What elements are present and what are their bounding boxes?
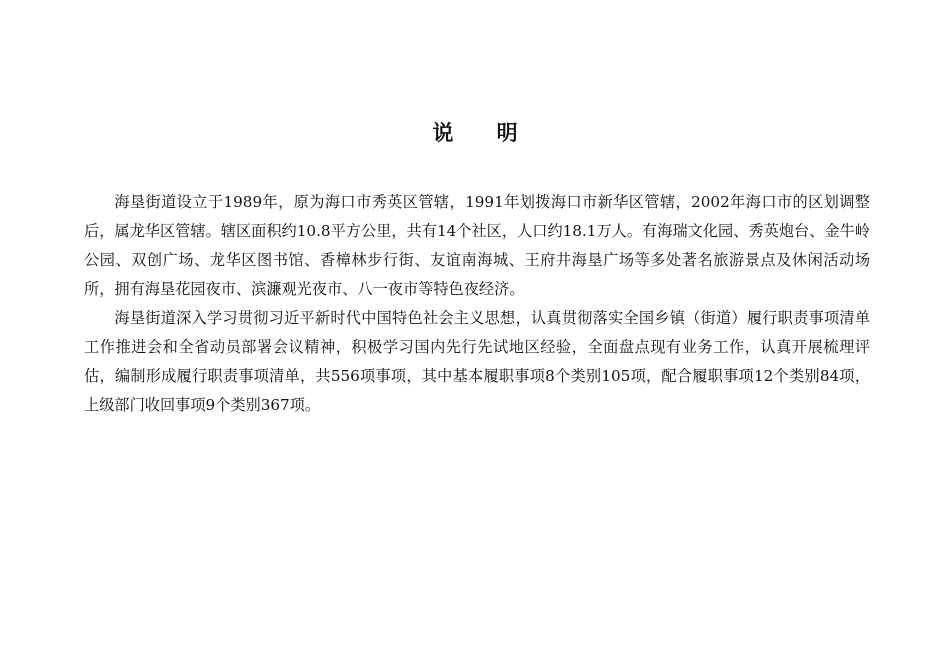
- paragraph-overview: 海垦街道设立于1989年，原为海口市秀英区管辖，1991年划拨海口市新华区管辖，2002年海口市的区划调整后，属龙华区管辖。辖区面积约10.8平方公里，共有14个社区，人口约18.1万人。有海瑞文化园、秀英炮台、金牛岭公园、双创广场、龙华区图书馆、香樟林步行街、友谊南海城、王府井海垦广场等多处著名旅游景点及休闲活动场所，拥有海垦花园夜市、滨濂观光夜市、八一夜市等特色夜经济。: [84, 193, 870, 298]
- document-body: [84, 188, 870, 420]
- paragraph-duty-list: 海垦街道深入学习贯彻习近平新时代中国特色社会主义思想，认真贯彻落实全国乡镇（街道）履行职责事项清单工作推进会和全省动员部署会议精神，积极学习国内先行先试地区经验，全面盘点现有业务工作，认真开展梳理评估，编制形成履行职责事项清单，共556项事项，其中基本履职事项8个类别105项，配合履职事项12个类别84项，上级部门收回事项9个类别367项。: [84, 309, 870, 414]
- document-title: 说 明: [432, 120, 536, 145]
